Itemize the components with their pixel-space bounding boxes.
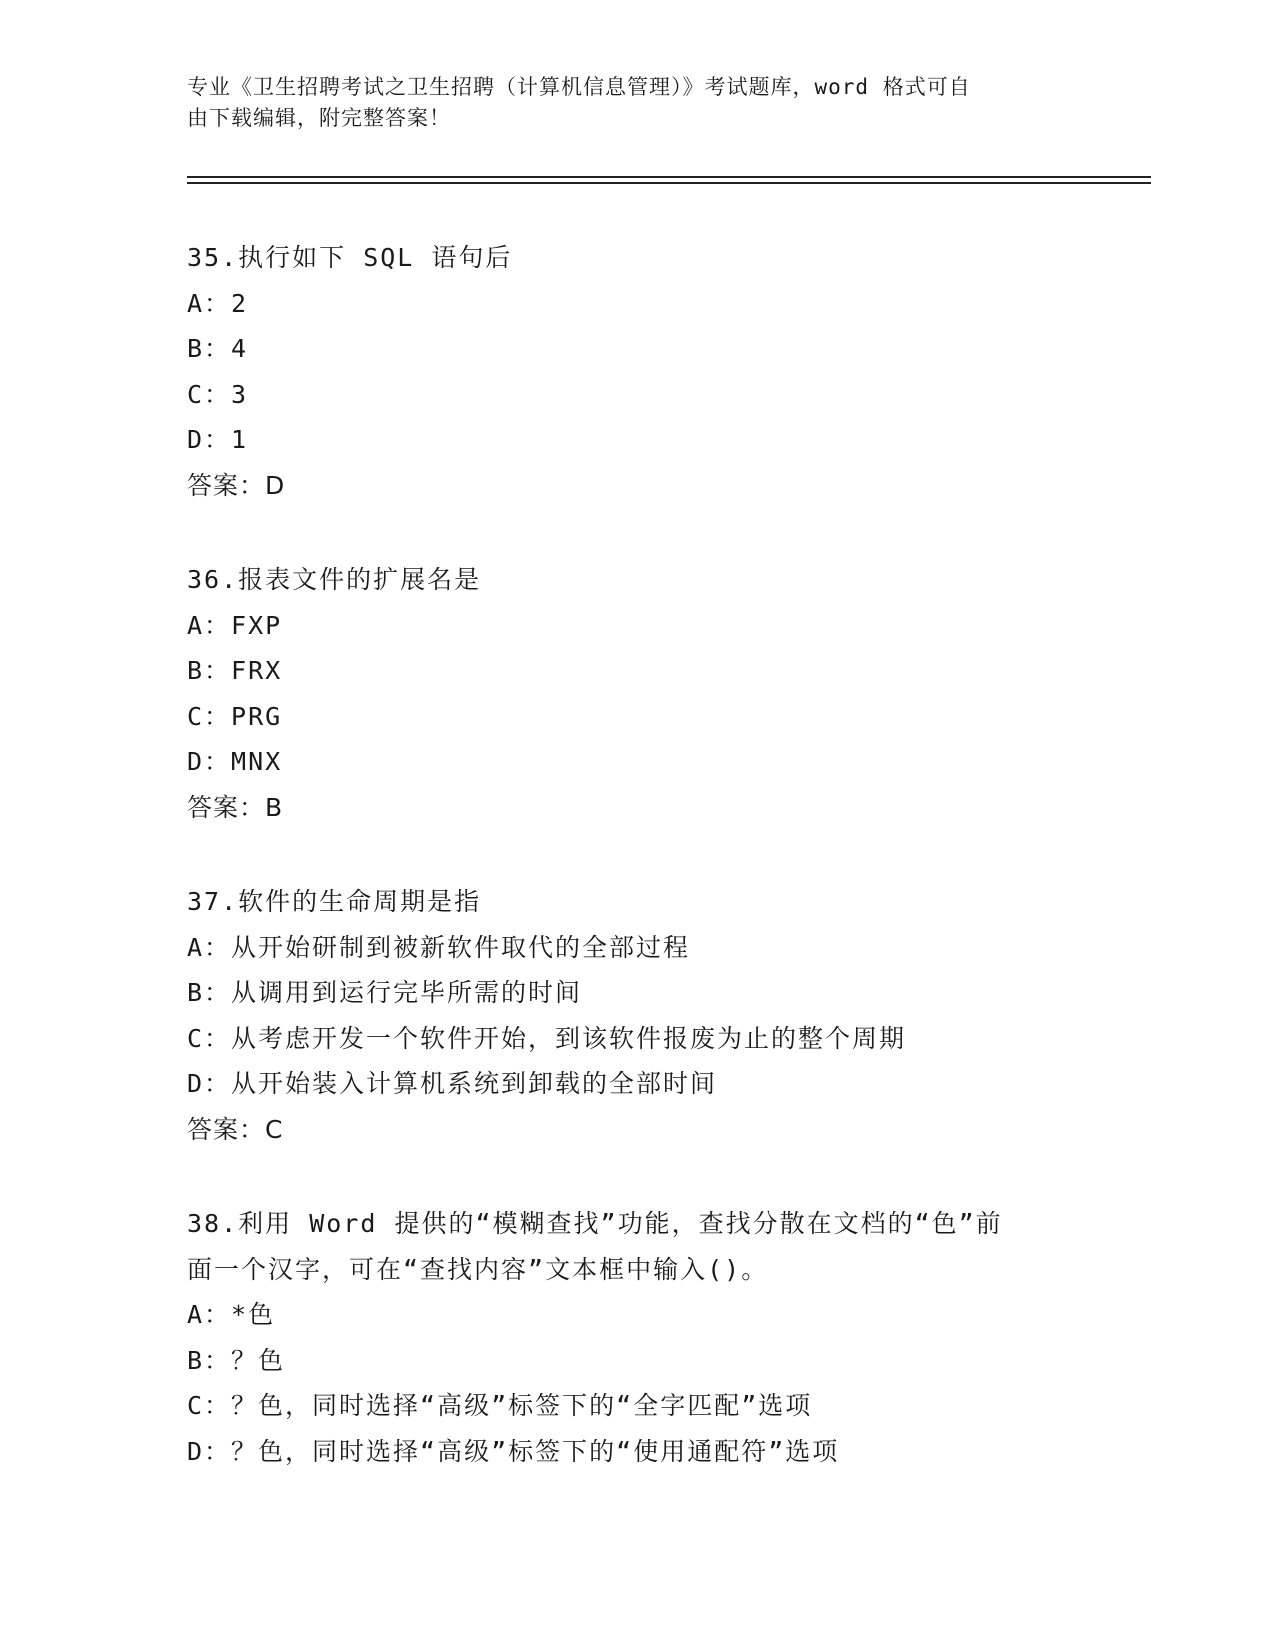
option-c: C：PRG	[187, 701, 283, 731]
question-37	[187, 879, 1087, 1152]
option-b: B：4	[187, 334, 249, 363]
header-line-1: 专业《卫生招聘考试之卫生招聘（计算机信息管理）》考试题库，word 格式可自	[187, 75, 971, 99]
option-b: B：FRX	[187, 656, 283, 685]
header-divider-bottom	[187, 182, 1151, 184]
option-d: D：MNX	[187, 747, 283, 776]
question-36	[187, 557, 1087, 830]
question-stem: 36.报表文件的扩展名是	[187, 565, 482, 594]
option-a: A：*色	[187, 1300, 276, 1329]
option-a: A：FXP	[187, 610, 283, 640]
answer-label: 答案：D	[187, 470, 286, 500]
option-a: A：从开始研制到被新软件取代的全部过程	[187, 932, 691, 962]
option-c: C：？色，同时选择“高级”标签下的“全字匹配”选项	[187, 1391, 813, 1420]
option-b: B：从调用到运行完毕所需的时间	[187, 978, 583, 1007]
question-38	[187, 1201, 1087, 1474]
answer-label: 答案：C	[187, 1114, 284, 1144]
question-stem-line-1: 38.利用 Word 提供的“模糊查找”功能，查找分散在文档的“色”前	[187, 1209, 1003, 1238]
question-stem: 37.软件的生命周期是指	[187, 887, 482, 916]
option-d: D：1	[187, 425, 249, 454]
answer-label: 答案：B	[187, 792, 284, 822]
option-b: B：？色	[187, 1345, 286, 1375]
question-list	[187, 235, 1087, 1523]
question-35	[187, 235, 1087, 508]
option-d: D：从开始装入计算机系统到卸载的全部时间	[187, 1069, 718, 1098]
option-a: A：2	[187, 288, 249, 318]
question-stem-line-2: 面一个汉字，可在“查找内容”文本框中输入()。	[187, 1254, 769, 1284]
header-line-2: 由下载编辑，附完整答案！	[187, 106, 451, 130]
question-stem: 35.执行如下 SQL 语句后	[187, 243, 513, 272]
document-header	[187, 72, 1087, 134]
option-c: C：从考虑开发一个软件开始，到该软件报废为止的整个周期	[187, 1023, 907, 1053]
option-d: D：？色，同时选择“高级”标签下的“使用通配符”选项	[187, 1436, 840, 1466]
option-c: C：3	[187, 379, 249, 409]
header-divider-top	[187, 176, 1151, 178]
